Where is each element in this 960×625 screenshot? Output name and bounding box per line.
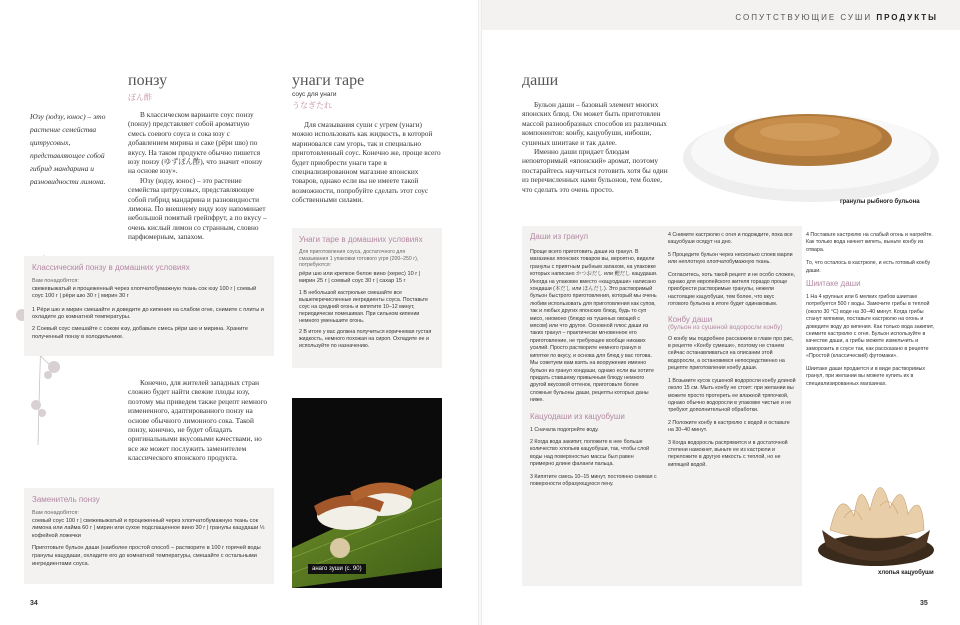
dashi-paragraph: Бульон даши – базовый элемент многих японских блюд. Он может быть приготовлен массой разнообразных способов из различных компонентов: конбу, кацуобуши, нибоши, сушеных шиитаке и так далее.	[522, 100, 667, 147]
ponzu-jp: ぽん酢	[128, 93, 152, 102]
panel-ingredients: соевый соус 100 г | свежевыжатый и процеженный через хлопчатобумажную ткань сок лимона или лайма 60 г | мирин или сухое подслащенное вино 30 г | гранулы кацудаши ⅓ кофейной ложечки	[32, 517, 265, 539]
konbu-note: То, что осталось в кастрюле, и есть готовый конбу даши.	[806, 260, 931, 274]
panel-col-2	[668, 232, 796, 469]
konbu-intro: О конбу мы подробнее расскажем в главе про рис, в рецепте «Конбу сумеши», поэтому не станем сейчас останавливаться на описании этой водоросли, а остановимся непосредственно на рецепте приготовления конбу даши.	[668, 335, 794, 372]
konbu-step-4: 4 Поставьте кастрюлю на слабый огонь и нагрейте. Как только вода начнет кипеть, выньте конбу из отвара.	[806, 232, 933, 253]
granules-caption: гранулы рыбного бульона	[840, 199, 920, 205]
katsuo-title: Кацуодаши из кацуобуши	[530, 411, 625, 421]
panel-needed: Вам понадобятся:	[32, 278, 79, 284]
running-header	[735, 13, 938, 22]
unagi-title: унаги таре	[292, 72, 365, 89]
katsuo-step-5: 5 Процедите бульон через несколько слоев марли или неплотную хлопчатобумажную ткань.	[668, 251, 793, 266]
panel-ingredients: рёри шю или крепкое белое вино (херес) 10 г | мирин 25 г | соевый соус 30 г | сахар 15 г	[299, 270, 421, 285]
katsuo-step-1: 1 Сначала подогрейте воду.	[530, 426, 599, 433]
flakes-caption: хлопья кацуобуши	[878, 570, 934, 576]
panel-title: Заменитель понзу	[32, 495, 100, 504]
konbu-step-2: 2 Положите конбу в кастрюлю с водой и оставьте на 30–40 минут.	[668, 419, 790, 434]
substitute-panel	[24, 488, 274, 584]
unagi-subtitle: соус для унаги	[292, 91, 337, 98]
panel-title: Даши из гранул	[530, 232, 589, 241]
konbu-step-1: 1 Возьмите кусок сушеной водоросли конбу длиной около 15 см. Мыть конбу не стоит: при желании вы можете просто протереть ее влажной тряпочкой, однако обычно водоросли в упаковке чистые и не требуют дополнительной обработки.	[668, 377, 796, 414]
granules-plate-photo	[680, 88, 942, 206]
anago-sushi-photo	[292, 398, 442, 588]
panel-col1-text: Проще всего приготовить даши из гранул. В магазинах японских товаров вы, вероятно, видели гранулы с приятным рыбным запахом, на упаковке которых написано かつおだし или 鰹だし кацудаши. Иногда на упаковке вместо «кацуодаши» написано хондаши (本だし или ほんだし). Это растворимый бульон быстрого приготовления, который мы очень любим использовать для приготовления как супов, так и любых других японских блюд, будь то суп мисо, ниомоно (блюдо из тушеных овощей с мясом) или что другое. Основной плюс даши из таких гранул – практически мгновенное его приготовление, не требующее вообще никаких усилий. Просто растворите немного гранул в кипятке по вкусу, и основа для блюд у вас готова. Мы советуем вам взять на вооружение именно бульон из гранул хондаши, однако если вы хотите придать ставшему привычным блюду немного другой вкусовой оттенок, приготовьте более сложные бульоны даши, рецепты которых даны ниже.	[530, 249, 658, 404]
page-number-left: 34	[30, 600, 38, 607]
ponzu-paragraph: В классическом варианте соус понзу (понзу) представляет собой ароматную смесь соевого соуса и сока юзу с добавлением мирина и саке (рёри шю) по вкусу. На таком продукте обычно пишется юзу понзу (ゆずぽん酢), что значит «понзу на основе юзу».	[128, 110, 263, 176]
unagi-jp: うなぎたれ	[292, 101, 332, 110]
panel-step-1: 1 Рёри шю и мирин смешайте и доведите до кипения на слабом огне, снимите с плиты и охладите до комнатной температуры.	[32, 306, 264, 321]
konbu-subtitle: (бульон из сушеной водоросли конбу)	[668, 323, 783, 331]
shiitake-step-1: 1 На 4 крупных или 6 мелких грибов шиитаке потребуется 500 г воды. Замочите грибы в теплой (около 30 °С) воде на 30–40 минут. Когда грибы станут мягкими, поставьте кастрюлю на огонь и доведите воду до кипения. Как только вода закипит, снимите кастрюлю с огня. Бульон используйте в качестве даши, а грибы можете измельчить и заморозить в соусе так, как рассказано в рецепте «Простой (классический) футомаки».	[806, 294, 935, 360]
right-col-3	[806, 232, 938, 388]
panel-step-2: 2 В итоге у вас должна получиться коричневая густая жидкость, немного похожая на сироп. Охладите ее и используйте по назначению.	[299, 328, 432, 349]
panel-needed: Для приготовления соуса, достаточного для смазывания 1 упаковки готового угря (200–250 г), потребуются:	[299, 249, 419, 269]
bonito-flakes-photo	[810, 446, 942, 572]
ponzu-body	[128, 110, 268, 242]
panel-needed: Вам понадобятся:	[32, 510, 79, 516]
panel-title: Унаги таре в домашних условиях	[299, 235, 423, 244]
panel-ingredients: свежевыжатый и процеженный через хлопчатобумажную ткань сок юзу 100 г | соевый соус 100 г | рёри шю 30 г | мирин 30 г	[32, 285, 257, 300]
sidebar-note: Юзу (юдзу, юнос) – это растение семейства цитрусовых, представляющее собой гибрид мандарина и разновидности лимона.	[30, 112, 106, 186]
dashi-heading	[522, 72, 558, 90]
katsuo-step-3: 3 Кипятите смесь 10–15 минут, постоянно снимая с поверхности образующуюся пену.	[530, 473, 657, 487]
panel-step-2: 2 Соевый соус смешайте с соком юзу, добавьте смесь рёри шю и мирина. Храните полученный понзу в холодильнике.	[32, 325, 249, 340]
classic-ponzu-panel	[24, 256, 274, 356]
katsuo-step-4: 4 Снимите кастрюлю с огня и подождите, пока все кацуобуши осядут на дно.	[668, 232, 793, 246]
dashi-body	[522, 100, 672, 194]
shiitake-title: Шиитаке даши	[806, 279, 861, 289]
dashi-title: даши	[522, 72, 559, 89]
panel-body: Приготовьте бульон даши (наиболее простой способ – растворите в 100 г горячей воды гранулы кацудаши, охладите его до комнатной температуры, смешайте с остальными ингредиентами соуса.	[32, 545, 261, 567]
sushi-illustration	[292, 398, 442, 588]
header-bold: ПРОДУКТЫ	[876, 13, 938, 22]
header-section: СОПУТСТВУЮЩИЕ СУШИ	[735, 13, 873, 22]
unagi-body	[292, 120, 442, 205]
ponzu-heading	[128, 72, 268, 103]
panel-step-1: 1 В небольшой кастрюльке смешайте все вышеперечисленные ингредиенты соуса. Поставьте соус на средний огонь и кипятите 10–12 минут, периодически помешивая. При сильном кипении немного уменьшите огонь.	[299, 289, 428, 324]
ponzu-paragraph: Юзу (юдзу, юнос) – это растение семейства цитрусовых, представляющее собой гибрид мандарина и разновидности лимона. По внешнему виду юзу напоминает небольшой помятый грейпфрут, а по вкусу – очень кислый лимон со странным, словно парфюмерным, запахом.	[128, 175, 267, 242]
katsuo-step-2: 2 Когда вода закипит, положите в нее больше количество хлопьев кацуобуши, так, чтобы слой воды над поверхностью массы был равен примерно длине фаланги пальца.	[530, 438, 650, 468]
unagi-paragraph: Для смазывания суши с угрем (унаги) можно использовать как жидкость, в которой мариновался сам угорь, так и специально приготовленный соус. Конечно же, проще всего будет приобрести унаги таре в специализированном магазине японских товаров, однако если вы не имеете такой возможности, попробуйте сделать этот соус собственными силами.	[292, 120, 441, 205]
ponzu-title: понзу	[128, 72, 168, 89]
konbu-title: Конбу даши	[668, 314, 713, 324]
panel-title: Классический понзу в домашних условиях	[32, 263, 190, 272]
photo-caption: анаго зуши (с. 90)	[308, 564, 366, 574]
shiitake-note: Шиитаке даши продается и в виде растворимых гранул, при желании вы можете купить их в специализированных магазинах.	[806, 365, 926, 387]
dashi-paragraph: Именно даши придает блюдам неповторимый «японский» аромат, поэтому постарайтесь научиться готовить хотя бы один из перечисленных нами бульонов, тем более, что сделать это очень просто.	[522, 147, 668, 194]
konbu-step-3: 3 Когда водоросль распрямится и в достаточной степени намокнет, выньте ее из кастрюли и переложите в другую емкость с теплой, но не кипящей водой.	[668, 439, 788, 468]
unagi-heading	[292, 72, 442, 111]
gutter	[478, 0, 482, 625]
katsuo-note: Согласитесь, хоть такой рецепт и не особо сложен, однако для европейского жителя гораздо проще приобрести растворимые гранулы, нежели настоящие кацуобуши, тем более, что вкус готового бульона в итоге будет одинаковым.	[668, 271, 796, 308]
substitute-intro: Конечно, для жителей западных стран сложно будет найти свежие плоды юзу, поэтому мы приведем также рецепт немного измененного, адаптированного понзу на основе обычного лимонного сока. Такой понзу, конечно, не будет обладать оригинальными вкусовыми качествами, но все же может послужить заменителем классического японского продукта.	[128, 378, 268, 463]
dashi-granules-panel	[522, 226, 802, 586]
panel-col-1	[530, 232, 658, 488]
page-number-right: 35	[920, 600, 928, 607]
unagi-tare-panel	[292, 228, 442, 368]
